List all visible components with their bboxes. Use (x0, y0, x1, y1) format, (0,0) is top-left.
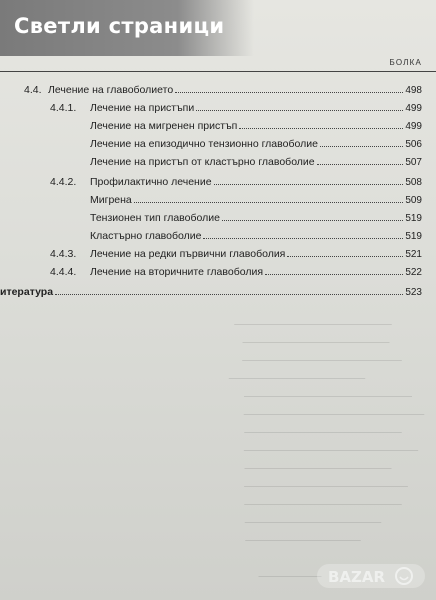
leader-dots (320, 146, 403, 147)
toc-number: 4.4.2. (50, 176, 77, 188)
bleed-through-line (244, 498, 402, 505)
bleed-through-line (244, 426, 402, 433)
toc-page: 498 (405, 85, 422, 96)
toc-number: 4.4.4. (50, 266, 77, 278)
banner-title: Светли страници (14, 14, 225, 38)
leader-dots (55, 294, 403, 295)
toc-row (90, 152, 422, 168)
toc-row (50, 244, 422, 260)
bleed-through-line (242, 354, 402, 361)
leader-dots (287, 256, 403, 257)
toc-page: 522 (405, 267, 422, 278)
bleed-through-line (245, 462, 392, 469)
bleed-through-line (245, 516, 382, 523)
bleed-through-line (234, 318, 392, 325)
leader-dots (265, 274, 403, 275)
toc-title: Лечение на пристъпи (90, 102, 195, 114)
leader-dots (317, 164, 404, 165)
toc-title: Лечение на вторичните главоболия (90, 266, 263, 278)
toc-title: Мигрена (90, 194, 132, 206)
toc-title: итература (0, 286, 54, 298)
toc-page: 507 (405, 157, 422, 168)
bleed-through-line (245, 534, 361, 541)
toc-row (50, 262, 422, 278)
leader-dots (134, 202, 404, 203)
toc-number: 4.4. (24, 84, 42, 96)
toc-title: Лечение на пристъп от кластърно главоболие (90, 156, 315, 168)
toc-title: Тензионен тип главоболие (90, 212, 220, 224)
bleed-through-line (244, 480, 408, 487)
bleed-through-line (243, 336, 390, 343)
toc-title: Лечение на епизодично тензионно главоболие (90, 138, 318, 150)
toc-row (90, 134, 422, 150)
toc-page: 506 (405, 139, 422, 150)
leader-dots (203, 238, 403, 239)
toc-page: 519 (405, 231, 422, 242)
toc-page: 508 (405, 177, 422, 188)
bleed-through-line (229, 372, 366, 379)
toc-page: 523 (405, 287, 422, 298)
toc-page: 519 (405, 213, 422, 224)
toc-title: Лечение на редки първични главоболия (90, 248, 286, 260)
running-header: БОЛКА (389, 58, 422, 67)
bleed-through-line (244, 390, 412, 397)
toc-title: Профилактично лечение (90, 176, 212, 188)
toc-title: Кластърно главоболие (90, 230, 202, 242)
toc-row (90, 116, 422, 132)
toc-page: 499 (405, 121, 422, 132)
title-banner (0, 0, 254, 56)
bleed-through-line (244, 444, 418, 451)
toc-row (90, 190, 422, 206)
toc-page: 521 (405, 249, 422, 260)
toc-page: 509 (405, 195, 422, 206)
watermark-text: BAZAR (328, 568, 386, 586)
toc-row-bibliography (0, 282, 422, 298)
toc-row (90, 226, 422, 242)
leader-dots (214, 184, 404, 185)
leader-dots (222, 220, 403, 221)
toc-title: Лечение на мигренен пристъп (90, 120, 238, 132)
toc-number: 4.4.3. (50, 248, 77, 260)
watermark-logo (316, 556, 426, 594)
bleed-through-line (244, 408, 425, 415)
leader-dots (175, 92, 403, 93)
toc-row (50, 98, 422, 114)
toc-title: Лечение на главоболието (48, 84, 174, 96)
bleed-through-line (259, 570, 322, 577)
toc-number: 4.4.1. (50, 102, 77, 114)
header-rule (0, 71, 436, 72)
leader-dots (196, 110, 403, 111)
toc-row (90, 208, 422, 224)
toc-row (50, 172, 422, 188)
toc-row (24, 80, 422, 96)
toc-page: 499 (405, 103, 422, 114)
leader-dots (239, 128, 403, 129)
